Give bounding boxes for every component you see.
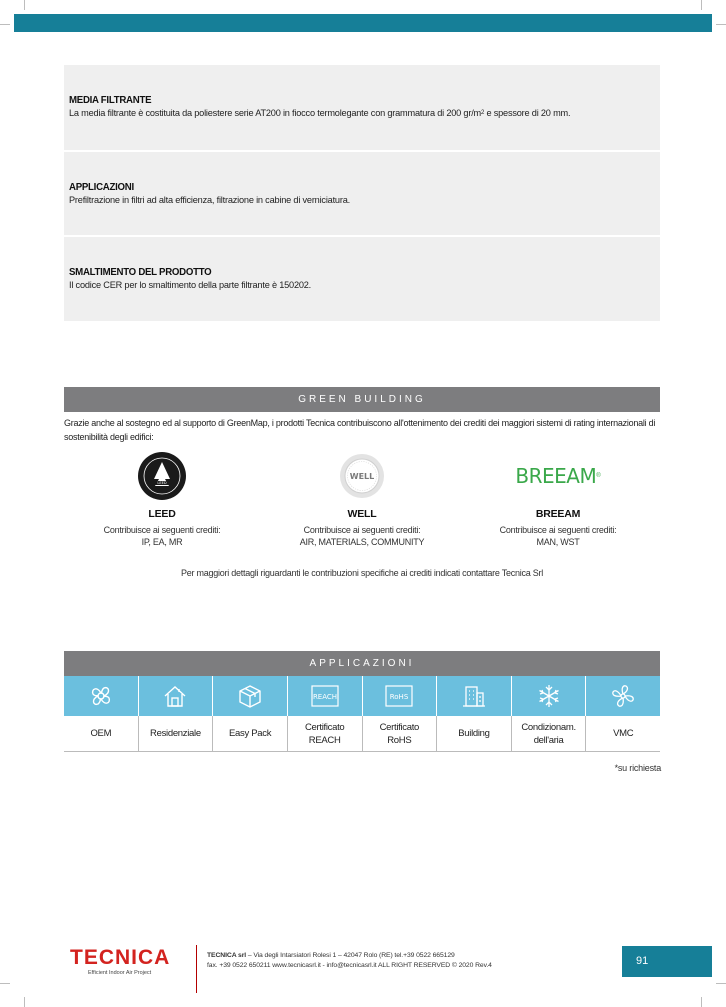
crop-mark [701, 997, 702, 1007]
section-title: APPLICAZIONI [69, 181, 134, 193]
applicazioni-header: APPLICAZIONI [64, 651, 660, 676]
crop-mark [0, 24, 10, 25]
crop-mark [24, 997, 25, 1007]
cert-desc: Contribuisce ai seguenti crediti: IP, EA, MR [103, 525, 221, 547]
footnote: *su richiesta [614, 763, 661, 773]
section-title: SMALTIMENTO DEL PRODOTTO [69, 266, 212, 278]
icon-row [64, 676, 660, 716]
section-media-filtrante [64, 65, 660, 150]
reach-icon [288, 676, 363, 716]
app-label-easy-pack: Easy Pack [213, 716, 288, 751]
crop-mark [716, 983, 726, 984]
applicazioni-table [64, 676, 660, 752]
crop-mark [701, 0, 702, 10]
svg-text:REACH: REACH [312, 693, 337, 701]
leed-logo-icon [72, 450, 252, 502]
cert-name: LEED [148, 508, 176, 520]
brand-tagline: Efficient Indoor Air Project [88, 970, 152, 976]
snowflake-icon [512, 676, 587, 716]
cert-leed [72, 450, 252, 548]
residential-icon [139, 676, 214, 716]
page-number: 91 [622, 946, 712, 977]
brand-logo [70, 947, 180, 976]
crop-mark [0, 983, 10, 984]
ventilation-icon [586, 676, 660, 716]
app-label-building: Building [437, 716, 512, 751]
crop-mark [716, 24, 726, 25]
crop-mark [24, 0, 25, 10]
breeam-logo-icon: BREEAM ® [515, 464, 601, 488]
fan-icon [64, 676, 139, 716]
cert-name: WELL [347, 508, 377, 520]
section-applicazioni [64, 152, 660, 235]
app-label-rohs: Certificato RoHS [363, 716, 438, 751]
building-icon [437, 676, 512, 716]
svg-text:RoHS: RoHS [390, 693, 409, 701]
svg-text:LEED: LEED [157, 481, 167, 486]
well-logo-icon [272, 450, 452, 502]
section-text: Il codice CER per lo smaltimento della parte filtrante è 150202. [69, 280, 312, 290]
app-label-oem: OEM [64, 716, 139, 751]
label-row [64, 716, 660, 752]
cert-breeam [468, 450, 648, 548]
green-building-intro: Grazie anche al sostegno ed al supporto di GreenMap, i prodotti Tecnica contribuiscono all'ottenimento dei crediti dei maggiori sistemi di rating internazionali di sostenibilità degli edifici: [64, 418, 656, 442]
cert-desc: Contribuisce ai seguenti crediti: AIR, MATERIALS, COMMUNITY [299, 525, 425, 547]
footer-address: TECNICA srl – Via degli Intarsiatori Rolesi 1 – 42047 Rolo (RE) tel.+39 0522 665129 fax. +39 0522 650211 www.tecnicasrl.it - info@tecnicasrl.it ALL RIGHT RESERVED © 2020 Rev.4 [207, 952, 492, 969]
cert-name: BREEAM [535, 508, 581, 520]
box-icon [213, 676, 288, 716]
svg-text:WELL: WELL [349, 472, 375, 481]
section-title: MEDIA FILTRANTE [69, 94, 152, 106]
footer-divider [196, 945, 197, 993]
cert-desc: Contribuisce ai seguenti crediti: MAN, WST [499, 525, 617, 547]
section-text: Prefiltrazione in filtri ad alta efficienza, filtrazione in cabine di verniciatura. [69, 195, 350, 205]
app-label-vmc: VMC [613, 728, 634, 739]
cert-well [272, 450, 452, 548]
app-label-reach: Certificato REACH [288, 716, 363, 751]
app-label-condizionamento: Condizionam. dell'aria [512, 716, 587, 751]
brand-wordmark: TECNICA [70, 946, 171, 969]
contact-note: Per maggiori dettagli riguardanti le contribuzioni specifiche ai crediti indicati contattare Tecnica Srl [180, 568, 544, 578]
rohs-icon [363, 676, 438, 716]
section-text: La media filtrante è costituita da poliestere serie AT200 in fiocco termolegante con grammatura di 200 $gr/m^2$ e spessore di 20 mm. [69, 108, 571, 118]
section-smaltimento [64, 237, 660, 321]
header-bar [14, 14, 712, 32]
green-building-header: GREEN BUILDING [64, 387, 660, 412]
app-label-residenziale: Residenziale [139, 716, 214, 751]
